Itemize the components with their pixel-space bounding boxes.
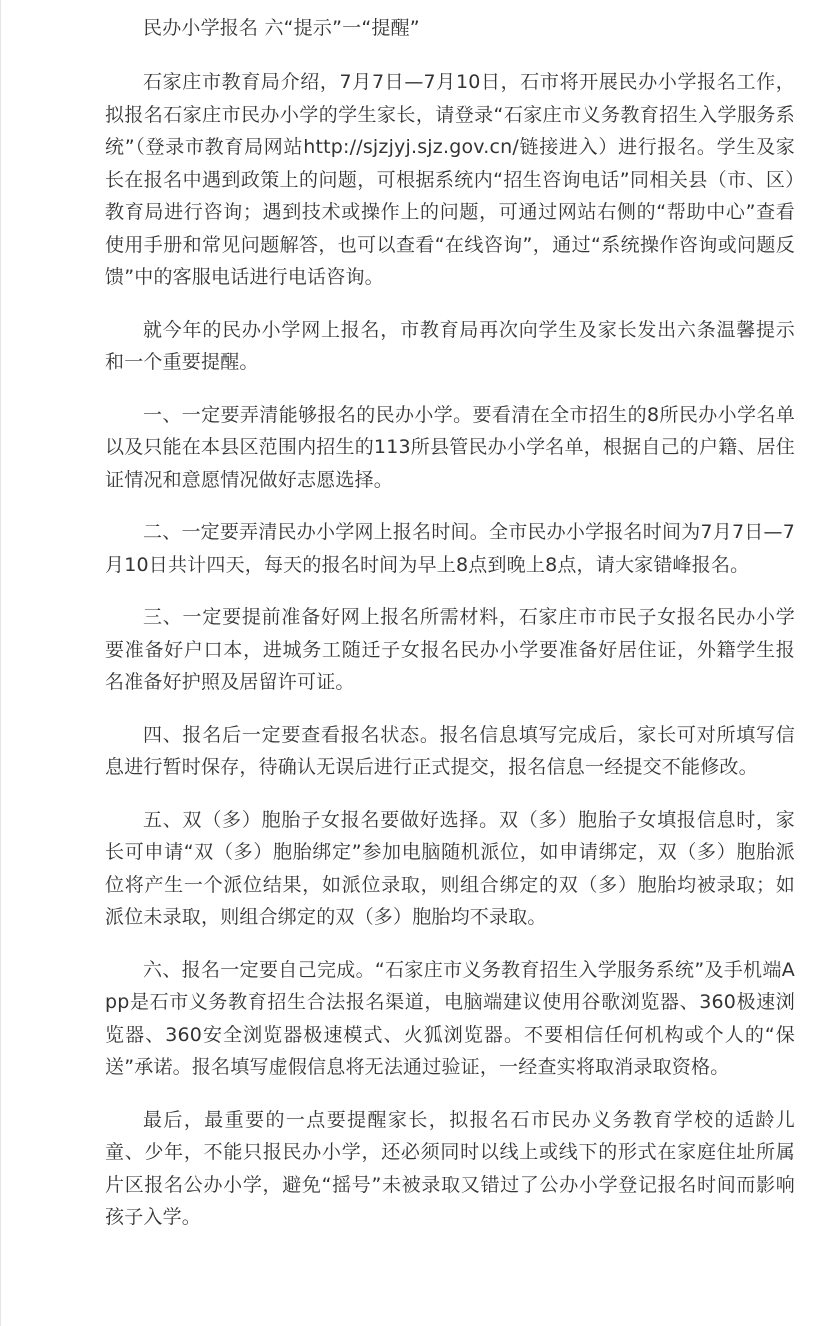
paragraph-tip-6: 六、报名一定要自己完成。“石家庄市义务教育招生入学服务系统”及手机端App是石市义务教育招生合法报名渠道，电脑端建议使用谷歌浏览器、360极速浏览器、360安全浏览器极速模式、火狐浏览器。不要相信任何机构或个人的“保送”承诺。报名填写虚假信息将无法通过验证，一经查实将取消录取资格。 (105, 958, 795, 1078)
paragraph-tip-3: 三、一定要提前准备好网上报名所需材料，石家庄市市民子女报名民办小学要准备好户口本，进城务工随迁子女报名民办小学要准备好居住证，外籍学生报名准备好护照及居留许可证。 (105, 606, 795, 693)
paragraph-tip-2: 二、一定要弄清民办小学网上报名时间。全市民办小学报名时间为7月7日—7月10日共计四天，每天的报名时间为早上8点到晚上8点，请大家错峰报名。 (105, 521, 795, 576)
paragraph-summary: 就今年的民办小学网上报名，市教育局再次向学生及家长发出六条温馨提示和一个重要提醒。 (105, 318, 795, 373)
paragraph-tip-1: 一、一定要弄清能够报名的民办小学。要看清在全市招生的8所民办小学名单以及只能在本县区范围内招生的113所县管民办小学名单，根据自己的户籍、居住证情况和意愿情况做好志愿选择。 (105, 403, 795, 491)
paragraph-tip-5: 五、双（多）胞胎子女报名要做好选择。双（多）胞胎子女填报信息时，家长可申请“双（多）胞胎绑定”参加电脑随机派位，如申请绑定，双（多）胞胎派位将产生一个派位结果，如派位录取，则组合绑定的双（多）胞胎均被录取；如派位未录取，则组合绑定的双（多）胞胎均不录取。 (105, 808, 795, 928)
paragraph-reminder: 最后，最重要的一点要提醒家长，拟报名石市民办义务教育学校的适龄儿童、少年，不能只报民办小学，还必须同时以线上或线下的形式在家庭住址所属片区报名公办小学，避免“摇号”未被录取又错过了公办小学登记报名时间而影响孩子入学。 (105, 1108, 795, 1228)
paragraph-intro: 石家庄市教育局介绍，7月7日—7月10日，石市将开展民办小学报名工作，拟报名石家庄市民办小学的学生家长，请登录“石家庄市义务教育招生入学服务系统”（登录市教育局网站http://sjzjyj.sjz.gov.cn/链接进入）进行报名。学生及家长在报名中遇到政策上的问题，可根据系统内“招生咨询电话”同相关县（市、区）教育局进行咨询；遇到技术或操作上的问题，可通过网站右侧的“帮助中心”查看使用手册和常见问题解答，也可以查看“在线咨询”，通过“系统操作咨询或问题反馈”中的客服电话进行电话咨询。 (105, 71, 795, 288)
paragraph-tip-4: 四、报名后一定要查看报名状态。报名信息填写完成后，家长可对所填写信息进行暂时保存，待确认无误后进行正式提交，报名信息一经提交不能修改。 (105, 723, 795, 778)
article-body (105, 12, 795, 1254)
article-headline: 民办小学报名 六“提示”一“提醒” (143, 17, 420, 39)
